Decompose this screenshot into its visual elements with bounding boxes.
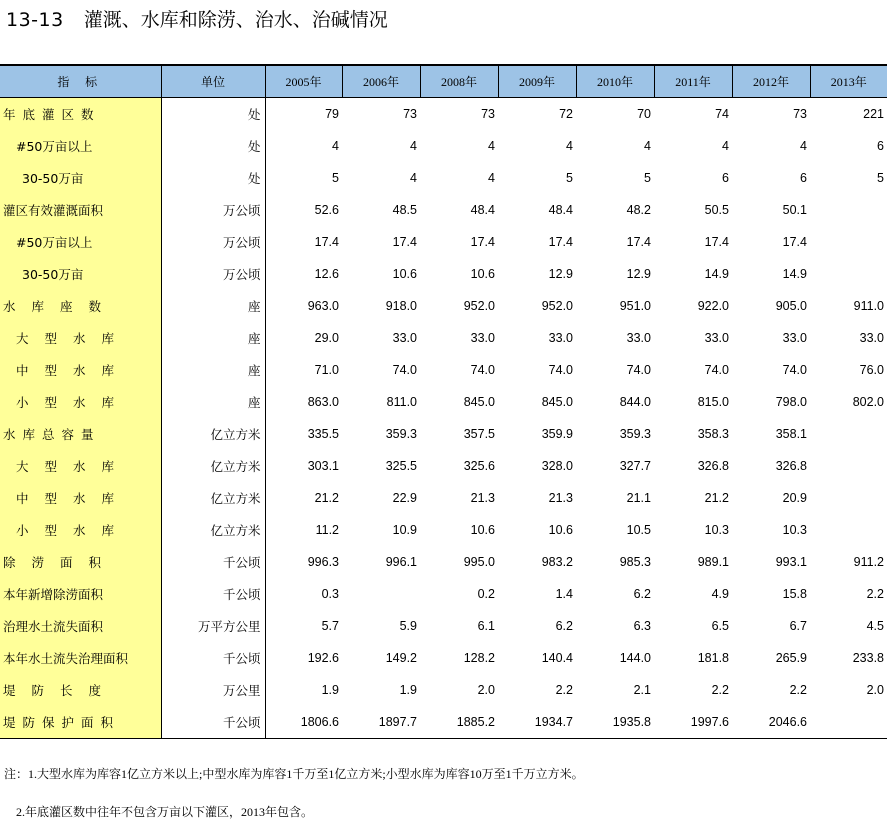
value-cell: 74.0 [704,363,729,377]
value-cell: 33.0 [626,331,651,345]
value-cell: 359.3 [385,427,417,441]
value-cell: 20.9 [782,491,807,505]
value-cell: 2046.6 [732,706,810,739]
row-label: 除涝面积 [0,546,161,578]
row-label: 中型水库 [0,354,161,386]
row-unit: 座 [161,322,265,354]
value-cell [810,450,887,482]
value-cell: 10.6 [470,267,495,281]
value-cell: 0.3 [321,587,339,601]
row-label: 水库总容量 [0,418,161,450]
table-row [0,514,887,546]
table-row [0,386,887,418]
statistics-table [0,64,887,739]
header-year: 2011年 [654,65,732,98]
value-cell: 50.1 [782,203,807,217]
value-cell: 6.7 [789,619,807,633]
value-cell: 6.3 [633,619,651,633]
value-cell: 52.6 [314,203,339,217]
value-cell: 72 [559,107,573,121]
value-cell: 74.0 [470,363,495,377]
value-cell: 76.0 [859,363,884,377]
table-row [0,226,887,258]
value-cell: 74 [715,107,729,121]
value-cell: 922.0 [697,299,729,313]
value-cell: 29.0 [314,331,339,345]
table-row [0,322,887,354]
value-cell: 5.9 [399,619,417,633]
row-label: 30-50万亩 [0,258,161,290]
value-cell: 33.0 [548,331,573,345]
value-cell: 79 [325,107,339,121]
value-cell: 10.6 [470,523,495,537]
value-cell: 845.0 [463,395,495,409]
value-cell: 74.0 [392,363,417,377]
table-row [0,194,887,226]
value-cell: 128.2 [463,651,495,665]
value-cell: 144.0 [619,651,651,665]
value-cell: 905.0 [775,299,807,313]
value-cell: 2.2 [555,683,573,697]
value-cell: 985.3 [619,555,651,569]
row-label: 大型水库 [0,322,161,354]
row-unit: 万公顷 [161,194,265,226]
value-cell: 4 [488,139,495,153]
value-cell: 989.1 [697,555,729,569]
header-unit: 单位 [161,65,265,98]
value-cell [810,514,887,546]
value-cell: 21.3 [548,491,573,505]
header-indicator: 指 标 [0,65,161,98]
value-cell: 5 [332,171,339,185]
table-row [0,354,887,386]
value-cell: 48.5 [392,203,417,217]
row-label: 堤防保护面积 [0,706,161,739]
row-unit: 亿立方米 [161,450,265,482]
table-row [0,98,887,131]
table-row [0,546,887,578]
row-label: 本年新增除涝面积 [0,578,161,610]
value-cell: 1897.7 [342,706,420,739]
table-row [0,642,887,674]
value-cell: 4 [332,139,339,153]
table-row [0,482,887,514]
value-cell: 265.9 [775,651,807,665]
value-cell: 326.8 [775,459,807,473]
value-cell: 14.9 [782,267,807,281]
value-cell: 22.9 [392,491,417,505]
row-unit: 千公顷 [161,642,265,674]
value-cell: 48.2 [626,203,651,217]
value-cell: 0.2 [477,587,495,601]
value-cell: 4 [488,171,495,185]
value-cell: 17.4 [782,235,807,249]
value-cell: 1.9 [321,683,339,697]
value-cell: 358.3 [697,427,729,441]
row-label: #50万亩以上 [0,130,161,162]
value-cell: 10.3 [704,523,729,537]
value-cell: 33.0 [859,331,884,345]
value-cell: 10.3 [782,523,807,537]
row-unit: 亿立方米 [161,418,265,450]
value-cell [810,482,887,514]
value-cell: 802.0 [852,395,884,409]
value-cell [810,226,887,258]
value-cell: 73 [481,107,495,121]
row-unit: 处 [161,162,265,194]
value-cell: 48.4 [470,203,495,217]
value-cell: 303.1 [307,459,339,473]
table-row [0,130,887,162]
value-cell: 17.4 [470,235,495,249]
value-cell: 996.3 [307,555,339,569]
value-cell: 33.0 [704,331,729,345]
value-cell: 48.4 [548,203,573,217]
table-row [0,610,887,642]
value-cell: 71.0 [314,363,339,377]
value-cell: 911.0 [853,299,884,313]
value-cell: 33.0 [392,331,417,345]
value-cell: 33.0 [470,331,495,345]
row-label: 小型水库 [0,386,161,418]
value-cell: 335.5 [307,427,339,441]
value-cell: 17.4 [548,235,573,249]
value-cell: 325.6 [463,459,495,473]
table-title: 灌溉、水库和除涝、治水、治碱情况 [83,9,388,31]
value-cell: 17.4 [314,235,339,249]
value-cell: 5.7 [321,619,339,633]
row-label: 堤防长度 [0,674,161,706]
page-title [6,6,388,34]
row-unit: 亿立方米 [161,482,265,514]
value-cell: 17.4 [392,235,417,249]
value-cell: 1885.2 [420,706,498,739]
value-cell: 1935.8 [576,706,654,739]
value-cell [342,578,420,610]
footnotes [4,764,584,822]
value-cell: 2.2 [866,587,884,601]
row-unit: 千公顷 [161,546,265,578]
value-cell: 1.9 [399,683,417,697]
row-label: 灌区有效灌溉面积 [0,194,161,226]
row-unit: 座 [161,386,265,418]
value-cell: 21.2 [314,491,339,505]
value-cell: 359.9 [541,427,573,441]
value-cell: 918.0 [385,299,417,313]
value-cell: 74.0 [782,363,807,377]
value-cell: 17.4 [626,235,651,249]
value-cell: 6 [722,171,729,185]
row-unit: 处 [161,98,265,131]
value-cell: 951.0 [619,299,651,313]
row-unit: 万公顷 [161,258,265,290]
value-cell: 6 [877,139,884,153]
value-cell: 358.1 [775,427,807,441]
value-cell: 1997.6 [654,706,732,739]
value-cell: 33.0 [782,331,807,345]
header-year: 2008年 [420,65,498,98]
value-cell: 798.0 [775,395,807,409]
value-cell: 149.2 [385,651,417,665]
value-cell: 983.2 [541,555,573,569]
value-cell: 995.0 [463,555,495,569]
row-label: 大型水库 [0,450,161,482]
value-cell [810,194,887,226]
value-cell [810,418,887,450]
value-cell: 993.1 [775,555,807,569]
value-cell: 325.5 [385,459,417,473]
value-cell: 844.0 [619,395,651,409]
header-year: 2012年 [732,65,810,98]
value-cell: 221 [863,107,884,121]
header-year: 2013年 [810,65,887,98]
table-row [0,162,887,194]
table-row [0,450,887,482]
value-cell: 811.0 [386,395,417,409]
value-cell: 863.0 [307,395,339,409]
value-cell: 10.6 [548,523,573,537]
value-cell: 6.5 [711,619,729,633]
value-cell: 4 [566,139,573,153]
value-cell: 14.9 [704,267,729,281]
row-unit: 千公顷 [161,578,265,610]
row-label: 水库座数 [0,290,161,322]
row-label: 本年水土流失治理面积 [0,642,161,674]
value-cell: 5 [644,171,651,185]
value-cell: 996.1 [385,555,417,569]
row-unit: 亿立方米 [161,514,265,546]
value-cell: 21.2 [704,491,729,505]
table-row [0,258,887,290]
row-unit: 座 [161,354,265,386]
value-cell: 815.0 [697,395,729,409]
value-cell: 357.5 [463,427,495,441]
footnote-1: 注：1.大型水库为库容1亿立方米以上;中型水库为库容1千万至1亿立方米;小型水库为库容10万至1千万立方米。 [4,767,584,781]
value-cell: 74.0 [548,363,573,377]
value-cell: 359.3 [619,427,651,441]
value-cell: 963.0 [307,299,339,313]
value-cell: 4.5 [866,619,884,633]
header-year: 2006年 [342,65,420,98]
value-cell: 10.5 [626,523,651,537]
row-unit: 处 [161,130,265,162]
value-cell: 11.2 [315,523,339,537]
value-cell: 10.9 [392,523,417,537]
value-cell: 911.2 [853,555,884,569]
value-cell: 192.6 [307,651,339,665]
footnote-2: 2.年底灌区数中往年不包含万亩以下灌区，2013年包含。 [16,805,314,819]
value-cell [810,706,887,739]
value-cell: 328.0 [541,459,573,473]
value-cell: 952.0 [541,299,573,313]
value-cell: 2.2 [789,683,807,697]
value-cell: 2.2 [711,683,729,697]
table-row [0,290,887,322]
row-label: 30-50万亩 [0,162,161,194]
value-cell: 845.0 [541,395,573,409]
header-year: 2005年 [265,65,342,98]
value-cell: 74.0 [626,363,651,377]
row-label: 中型水库 [0,482,161,514]
value-cell: 4 [410,171,417,185]
value-cell: 1806.6 [265,706,342,739]
value-cell: 4 [800,139,807,153]
value-cell: 2.0 [866,683,884,697]
value-cell: 2.1 [633,683,651,697]
value-cell: 12.6 [314,267,339,281]
value-cell: 12.9 [626,267,651,281]
row-unit: 万公里 [161,674,265,706]
value-cell: 6.2 [555,619,573,633]
value-cell [810,258,887,290]
value-cell: 327.7 [619,459,651,473]
row-unit: 座 [161,290,265,322]
table-row [0,706,887,739]
value-cell: 10.6 [392,267,417,281]
value-cell: 6.1 [477,619,495,633]
row-unit: 万平方公里 [161,610,265,642]
value-cell: 70 [637,107,651,121]
value-cell: 73 [403,107,417,121]
value-cell: 1.4 [555,587,573,601]
table-row [0,674,887,706]
value-cell: 4 [410,139,417,153]
value-cell: 1934.7 [498,706,576,739]
value-cell: 181.8 [697,651,729,665]
header-year: 2009年 [498,65,576,98]
value-cell: 233.8 [852,651,884,665]
value-cell: 6 [800,171,807,185]
table-row [0,418,887,450]
value-cell: 12.9 [548,267,573,281]
value-cell: 2.0 [477,683,495,697]
row-label: 治理水土流失面积 [0,610,161,642]
value-cell: 50.5 [704,203,729,217]
value-cell: 952.0 [463,299,495,313]
value-cell: 326.8 [697,459,729,473]
table-number: 13-13 [6,9,64,31]
table-row [0,578,887,610]
value-cell: 15.8 [782,587,807,601]
value-cell: 5 [877,171,884,185]
row-unit: 万公顷 [161,226,265,258]
value-cell: 5 [566,171,573,185]
value-cell: 73 [793,107,807,121]
row-label: 年底灌区数 [0,98,161,131]
row-label: #50万亩以上 [0,226,161,258]
row-unit: 千公顷 [161,706,265,739]
value-cell: 4.9 [711,587,729,601]
value-cell: 6.2 [633,587,651,601]
value-cell: 4 [722,139,729,153]
row-label: 小型水库 [0,514,161,546]
value-cell: 4 [644,139,651,153]
header-row [0,65,887,98]
header-year: 2010年 [576,65,654,98]
value-cell: 21.3 [470,491,495,505]
value-cell: 140.4 [541,651,573,665]
value-cell: 17.4 [704,235,729,249]
value-cell: 21.1 [626,491,651,505]
